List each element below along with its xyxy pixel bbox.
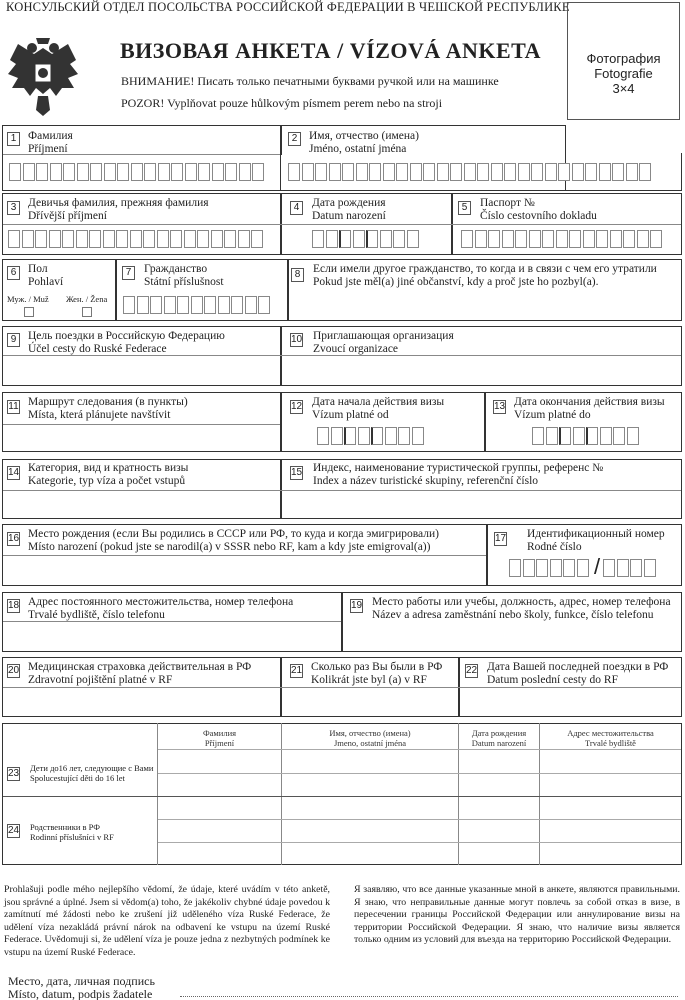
column-header-names bbox=[282, 728, 458, 748]
route-input[interactable] bbox=[4, 426, 279, 451]
trip-purpose-input[interactable] bbox=[4, 357, 279, 385]
former-citizenship-input[interactable] bbox=[289, 290, 680, 320]
field-23-ru: Дети до16 лет, следующие с Вами bbox=[30, 763, 154, 773]
id-number-part-1-input[interactable] bbox=[509, 559, 590, 577]
field-3-cz: Dřívější příjmení bbox=[28, 210, 107, 222]
field-20-label bbox=[28, 661, 251, 687]
field-number-3: 3 bbox=[7, 201, 20, 215]
field-2-cz: Jméno, ostatní jména bbox=[309, 143, 407, 155]
field-18-cz: Trvalé bydliště, číslo telefonu bbox=[28, 609, 165, 621]
field-number-14: 14 bbox=[8, 467, 20, 478]
inviting-organization-input[interactable] bbox=[283, 357, 680, 385]
field-23-cz: Spolucestující děti do 16 let bbox=[30, 773, 125, 783]
field-5-ru: Паспорт № bbox=[480, 197, 535, 209]
signature-line[interactable] bbox=[180, 988, 678, 997]
field-18-ru: Адрес постоянного местожительства, номер телефона bbox=[28, 596, 294, 608]
field-22-cz: Datum poslední cesty do RF bbox=[487, 674, 618, 686]
field-number-15: 15 bbox=[291, 467, 303, 478]
field-12-cz: Vízum platné od bbox=[312, 409, 389, 421]
birthplace-input[interactable] bbox=[4, 557, 485, 585]
visa-start-date-input[interactable] bbox=[317, 427, 425, 445]
field-number-5: 5 bbox=[458, 201, 471, 215]
field-number-12: 12 bbox=[291, 401, 303, 412]
field-11-cz: Místa, která plánujete navštívit bbox=[28, 409, 171, 421]
col-address-cz: Trvalé bydliště bbox=[585, 738, 636, 748]
field-number-10: 10 bbox=[291, 334, 303, 345]
male-label: Муж. / Muž bbox=[7, 294, 49, 304]
field-2-ru: Имя, отчество (имена) bbox=[309, 130, 419, 142]
field-16-ru: Место рождения (если Вы родились в СССР или РФ, то куда и когда эмигрировали) bbox=[28, 528, 439, 540]
form-title: ВИЗОВАЯ АНКЕТА / VÍZOVÁ ANKETA bbox=[120, 38, 542, 63]
field-11-ru: Маршрут следования (в пункты) bbox=[28, 396, 188, 408]
field-number-24: 24 bbox=[8, 825, 20, 836]
field-16-label bbox=[28, 528, 439, 554]
id-number-part-2-input[interactable] bbox=[603, 559, 657, 577]
last-visit-date-input[interactable] bbox=[461, 689, 680, 716]
column-header-address bbox=[540, 728, 681, 748]
column-header-birth-date bbox=[459, 728, 539, 748]
field-number-4: 4 bbox=[290, 201, 303, 215]
field-number-20: 20 bbox=[8, 665, 20, 676]
field-17-cz: Rodné číslo bbox=[527, 541, 582, 553]
field-15-cz: Index a název turistické skupiny, referenční číslo bbox=[313, 475, 539, 487]
field-4-cz: Datum narození bbox=[312, 210, 386, 222]
field-14-label bbox=[28, 462, 188, 488]
field-1-ru: Фамилия bbox=[28, 130, 73, 142]
field-12-ru: Дата начала действия визы bbox=[312, 396, 445, 408]
birth-date-input[interactable] bbox=[312, 230, 420, 248]
field-15-label bbox=[313, 462, 603, 488]
employer-input[interactable] bbox=[344, 623, 680, 651]
field-21-ru: Сколько раз Вы были в РФ bbox=[311, 661, 443, 673]
col-birth-ru: Дата рождения bbox=[471, 728, 527, 738]
visa-category-input[interactable] bbox=[4, 492, 279, 518]
field-4-ru: Дата рождения bbox=[312, 197, 386, 209]
visa-end-date-input[interactable] bbox=[532, 427, 640, 445]
field-24-ru: Родственники в РФ bbox=[30, 822, 100, 832]
field-12-label bbox=[312, 396, 444, 422]
warning-czech: POZOR! Vyplňovat pouze hůlkovým písmem perem nebo na stroji bbox=[121, 96, 443, 110]
field-number-17: 17 bbox=[495, 533, 507, 544]
photo-label-cz: Fotografie bbox=[594, 66, 653, 81]
field-18-label bbox=[28, 596, 293, 622]
field-19-label bbox=[372, 596, 671, 622]
field-7-cz: Státní příslušnost bbox=[144, 276, 224, 288]
signature-label-ru: Место, дата, личная подпись bbox=[8, 974, 155, 988]
field-number-16: 16 bbox=[8, 533, 20, 544]
citizenship-input[interactable] bbox=[123, 296, 272, 314]
col-names-ru: Имя, отчество (имена) bbox=[329, 728, 411, 738]
field-19-ru: Место работы или учебы, должность, адрес, номер телефона bbox=[372, 596, 671, 608]
field-19-cz: Název a adresa zaměstnání nebo školy, funkce, číslo telefonu bbox=[372, 609, 654, 621]
declaration-czech: Prohlašuji podle mého nejlepšího vědomí, že údaje, které uvádím v této anketě, jsou správné a úplné. Jsem si vědom(a) toho, že jakékoliv chybné údaje povedou k zamítnutí mé žádosti nebo ke zrušení již uděleného víza Ruské Federace, že udělení víza nezakládá právní nárok na odbavení ke vstupu na území Ruské Federace. Uvědomuji si, že udělení víza je pouze jedna z nezbytných podmínek ke vstupu na území Ruské Federace. bbox=[4, 884, 330, 958]
field-22-ru: Дата Вашей последней поездки в РФ bbox=[487, 661, 669, 673]
field-number-11: 11 bbox=[8, 401, 19, 412]
passport-number-input[interactable] bbox=[461, 230, 664, 248]
female-checkbox[interactable] bbox=[82, 307, 92, 317]
consulate-header: КОНСУЛЬСКИЙ ОТДЕЛ ПОСОЛЬСТВА РОССИЙСКОЙ ФЕДЕРАЦИИ В ЧЕШСКОЙ РЕСПУБЛИКЕ bbox=[6, 0, 570, 14]
field-number-19: 19 bbox=[351, 600, 363, 611]
field-20-cz: Zdravotní pojištění platné v RF bbox=[28, 674, 173, 686]
signature-label bbox=[8, 975, 155, 1000]
relatives-table-input[interactable] bbox=[159, 797, 680, 863]
col-address-ru: Адрес местожительства bbox=[567, 728, 654, 738]
field-14-cz: Kategorie, typ víza a počet vstupů bbox=[28, 475, 186, 487]
field-number-6: 6 bbox=[7, 266, 20, 280]
field-number-13: 13 bbox=[494, 401, 506, 412]
field-23-label bbox=[30, 763, 153, 783]
field-number-9: 9 bbox=[7, 333, 20, 347]
field-number-7: 7 bbox=[122, 266, 135, 280]
photo-size: 3×4 bbox=[612, 81, 635, 96]
female-label: Жен. / Žena bbox=[66, 294, 108, 304]
photo-box bbox=[567, 2, 680, 120]
field-8-ru: Если имели другое гражданство, то когда и в связи с чем его утратили bbox=[313, 263, 657, 275]
field-1-label bbox=[28, 130, 73, 156]
col-birth-cz: Datum narození bbox=[471, 738, 527, 748]
warning-russian: ВНИМАНИЕ! Писать только печатными буквами ручкой или на машинке bbox=[121, 74, 499, 88]
field-1-cz: Příjmení bbox=[28, 143, 68, 155]
tourist-group-input[interactable] bbox=[283, 492, 680, 518]
field-17-ru: Идентификационный номер bbox=[527, 528, 665, 540]
field-number-23: 23 bbox=[8, 768, 20, 779]
visits-count-input[interactable] bbox=[283, 689, 457, 716]
field-3-ru: Девичья фамилия, прежняя фамилия bbox=[28, 197, 209, 209]
field-10-cz: Zvoucí organizace bbox=[313, 343, 399, 355]
field-10-label bbox=[313, 330, 454, 356]
maiden-name-input[interactable] bbox=[8, 230, 265, 248]
field-5-cz: Číslo cestovního dokladu bbox=[480, 210, 597, 222]
field-9-ru: Цель поездки в Российскую Федерацию bbox=[28, 330, 225, 342]
column-header-surname bbox=[158, 728, 281, 748]
field-7-ru: Гражданство bbox=[144, 263, 208, 275]
field-6-cz: Pohlaví bbox=[28, 276, 64, 288]
children-table-input[interactable] bbox=[159, 750, 680, 795]
field-17-label bbox=[527, 528, 665, 554]
field-number-1: 1 bbox=[7, 132, 20, 146]
field-8-cz: Pokud jste měl(a) jiné občanství, kdy a proč jste ho pozbyl(a). bbox=[313, 276, 599, 288]
field-15-ru: Индекс, наименование туристической группы, референс № bbox=[313, 462, 604, 474]
id-number-separator: / bbox=[594, 554, 601, 579]
field-14-ru: Категория, вид и кратность визы bbox=[28, 462, 189, 474]
field-number-8: 8 bbox=[291, 268, 304, 282]
field-24-cz: Rodinní příslušníci v RF bbox=[30, 832, 114, 842]
field-13-ru: Дата окончания действия визы bbox=[514, 396, 665, 408]
field-3-label bbox=[28, 197, 209, 223]
surname-input[interactable] bbox=[9, 163, 266, 181]
field-number-22: 22 bbox=[466, 665, 478, 676]
home-address-input[interactable] bbox=[4, 623, 340, 651]
field-number-21: 21 bbox=[291, 665, 303, 676]
col-surname-ru: Фамилия bbox=[202, 728, 237, 738]
signature-label-cz: Místo, datum, podpis žadatele bbox=[8, 987, 153, 1000]
field-2-label bbox=[309, 130, 419, 156]
field-6-label bbox=[28, 263, 63, 289]
field-24-label bbox=[30, 822, 114, 842]
field-9-cz: Účel cesty do Ruské Federace bbox=[28, 343, 167, 355]
field-number-18: 18 bbox=[8, 600, 20, 611]
field-20-ru: Медицинская страховка действительная в РФ bbox=[28, 661, 252, 673]
given-names-input[interactable] bbox=[288, 163, 653, 181]
field-number-2: 2 bbox=[288, 132, 301, 146]
field-16-cz: Místo narození (pokud jste se narodil(a) v SSSR nebo RF, kam a kdy jste emigroval(a)) bbox=[28, 541, 431, 553]
field-21-label bbox=[311, 661, 442, 687]
col-names-cz: Jmeno, ostatní jména bbox=[333, 738, 406, 748]
declaration-russian: Я заявляю, что все данные указанные мной в анкете, являются правильными. Я знаю, что неправильные данные могут повлечь за собой отказ в визе, в пересечении границы Российской Федерации или аннулирование визы на территории Российской Федерации. Я знаю, что наличие визы является только одним из условий для въезда на территорию Российской Федерации. bbox=[354, 884, 680, 945]
field-9-label bbox=[28, 330, 225, 356]
field-6-ru: Пол bbox=[28, 263, 48, 275]
insurance-input[interactable] bbox=[4, 689, 279, 716]
field-13-label bbox=[514, 396, 665, 422]
field-13-cz: Vízum platné do bbox=[514, 409, 591, 421]
field-22-label bbox=[487, 661, 668, 687]
coat-of-arms-emblem bbox=[4, 34, 82, 116]
field-5-label bbox=[480, 197, 597, 223]
photo-label-ru: Фотография bbox=[586, 51, 661, 66]
male-checkbox[interactable] bbox=[24, 307, 34, 317]
field-21-cz: Kolikrát jste byl (a) v RF bbox=[311, 674, 427, 686]
field-4-label bbox=[312, 197, 386, 223]
field-8-label bbox=[313, 263, 657, 289]
col-surname-cz: Příjmení bbox=[204, 738, 235, 748]
field-7-label bbox=[144, 263, 224, 289]
field-10-ru: Приглашающая организация bbox=[313, 330, 454, 342]
field-11-label bbox=[28, 396, 188, 422]
